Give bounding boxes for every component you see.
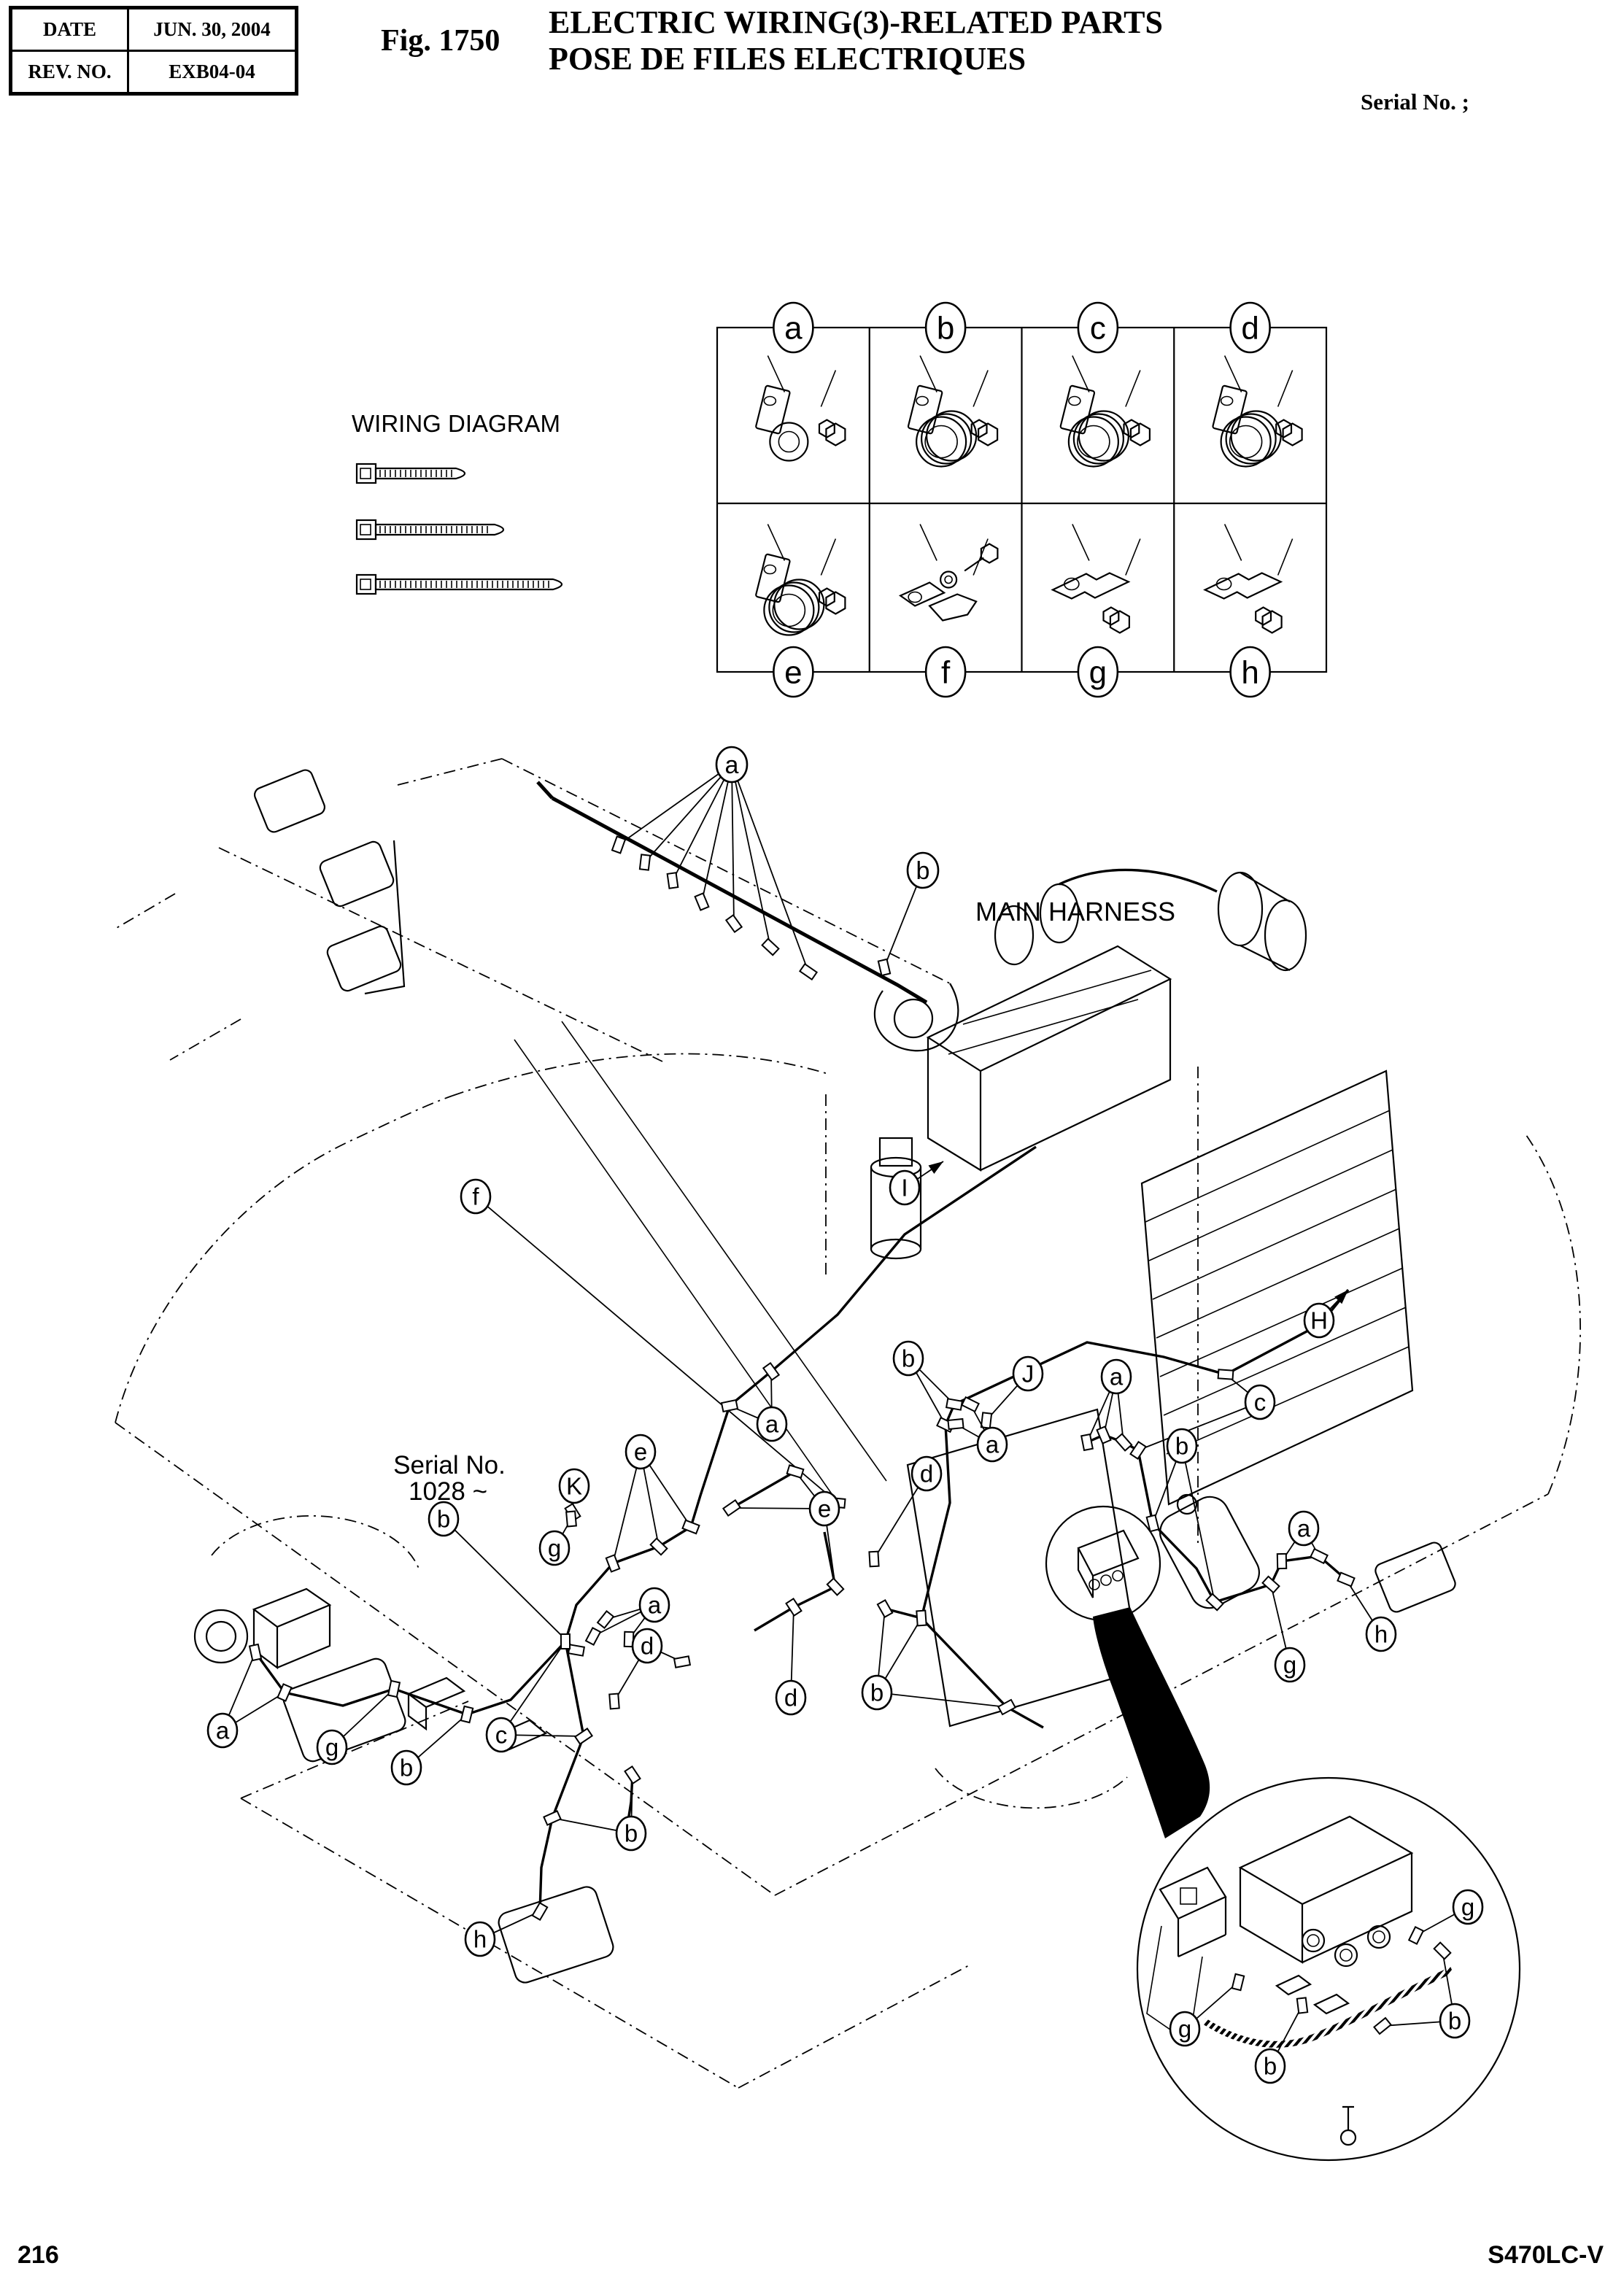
- callout-letter: b: [624, 1819, 638, 1847]
- callout-letter: d: [784, 1684, 798, 1711]
- callout-h: [1231, 647, 1270, 697]
- pclip-clamp-icon: [756, 356, 846, 461]
- callout-letter: b: [399, 1754, 414, 1782]
- clamp-tick: [1218, 1369, 1234, 1379]
- clamp-tick: [962, 1397, 978, 1412]
- clamp-tick: [586, 1628, 600, 1644]
- callout-a: [1081, 1360, 1132, 1450]
- clamp-tick: [609, 1694, 619, 1709]
- clamp-tick: [561, 1634, 570, 1649]
- callout-letter: a: [765, 1410, 779, 1438]
- clamp-tick: [1310, 1549, 1327, 1563]
- callout-letter: b: [1447, 2007, 1462, 2035]
- callout-letter: d: [919, 1460, 934, 1488]
- loop-clamp-icon: [1213, 356, 1302, 467]
- leader-line: [619, 765, 732, 845]
- callout-a: [1277, 1512, 1328, 1568]
- clamp-tick: [1374, 2018, 1391, 2034]
- model-code: S470LC-V: [1488, 2241, 1604, 2269]
- callout-letter: b: [901, 1345, 916, 1372]
- leader-line: [501, 1641, 565, 1735]
- callout-letter: g: [325, 1733, 339, 1761]
- work-light-icon: [325, 924, 403, 993]
- callout-letter: b: [1263, 2052, 1277, 2080]
- clamp-tick: [598, 1611, 614, 1628]
- callout-letter: d: [640, 1632, 654, 1660]
- wiring-diagram-label: WIRING DIAGRAM: [352, 410, 560, 437]
- cable-ties: [357, 464, 562, 594]
- callout-a: [208, 1644, 291, 1747]
- clamp-tick: [640, 854, 650, 870]
- clamp-tick: [1115, 1434, 1132, 1451]
- callout-c: [1078, 303, 1118, 352]
- callout-h: [1337, 1573, 1396, 1651]
- clamp-tick: [1277, 1554, 1286, 1568]
- callout-letter: I: [901, 1174, 908, 1202]
- callout-a: [773, 303, 813, 352]
- callout-letter: a: [724, 751, 739, 779]
- loop-clamp-icon: [756, 525, 846, 635]
- clamp-tick: [1409, 1927, 1423, 1943]
- clamp-tick: [388, 1681, 400, 1697]
- callout-letter: h: [1374, 1620, 1388, 1648]
- clamp-tick: [869, 1552, 878, 1567]
- callout-letter: g: [1178, 2015, 1192, 2043]
- lower-light-icon: [496, 1884, 616, 1985]
- callout-d: [1231, 303, 1270, 352]
- callout-letter: J: [1021, 1360, 1035, 1388]
- clamp-tick: [651, 1539, 668, 1555]
- callout-letter: g: [1089, 654, 1107, 691]
- rev-no-value: EXB04-04: [128, 51, 297, 94]
- loop-clamp-icon: [1060, 356, 1150, 467]
- callout-e: [606, 1435, 700, 1571]
- callout-g: [1078, 647, 1118, 697]
- strap-clamp-icon: [1205, 525, 1293, 633]
- callout-d: [869, 1457, 941, 1566]
- clamp-tick: [544, 1811, 560, 1825]
- callout-b: [878, 853, 938, 975]
- cable-tie-icon: [357, 575, 562, 594]
- callout-g: [540, 1512, 576, 1565]
- callout-g: [1409, 1890, 1482, 1944]
- callout-letter: c: [1253, 1388, 1267, 1416]
- serial-no-header: Serial No. ;: [1361, 89, 1469, 115]
- clamp-tick: [1130, 1442, 1145, 1458]
- leader-line: [1138, 1402, 1260, 1450]
- callout-letter: a: [985, 1431, 999, 1458]
- leader-line: [732, 765, 734, 924]
- leader-line: [732, 765, 770, 947]
- callout-letter: e: [784, 654, 803, 691]
- clamp-tick: [878, 959, 890, 975]
- figure-number: Fig. 1750: [381, 24, 500, 58]
- clamp-tick: [946, 1399, 962, 1409]
- clamp-tick: [674, 1656, 690, 1667]
- figure-title-en: ELECTRIC WIRING(3)-RELATED PARTS: [549, 4, 1163, 40]
- clamp-tick: [1097, 1426, 1111, 1443]
- callout-c: [1130, 1369, 1275, 1458]
- callout-b: [926, 303, 965, 352]
- clamp-tick: [722, 1400, 738, 1412]
- callout-letter: d: [1241, 310, 1259, 347]
- callout-b: [1374, 1943, 1469, 2038]
- clamp-tick: [668, 873, 678, 888]
- callouts: [208, 747, 1482, 2083]
- loop-clamp-icon: [908, 356, 997, 467]
- clamp-tick: [916, 1611, 926, 1626]
- callout-letter: a: [784, 310, 803, 347]
- callout-letter: c: [1089, 310, 1106, 347]
- clamp-tick: [878, 1600, 892, 1617]
- detail-pointer-wedge: [1093, 1607, 1210, 1838]
- clamp-tick: [250, 1644, 261, 1660]
- clamp-tick: [612, 837, 625, 854]
- callout-letter: h: [1241, 654, 1259, 691]
- clamp-tick: [575, 1728, 592, 1744]
- detail-circle-art: [1137, 1778, 1520, 2160]
- callout-letter: e: [633, 1438, 648, 1466]
- callout-letter: a: [215, 1717, 230, 1744]
- clamp-tick: [568, 1644, 584, 1655]
- callout-e: [773, 647, 813, 697]
- serial-note-line1: Serial No.: [393, 1451, 506, 1479]
- clamp-tick: [1297, 1997, 1307, 2013]
- clamp-tick: [762, 939, 779, 955]
- clamp-tick: [726, 915, 741, 932]
- callout-letter: a: [1109, 1363, 1124, 1390]
- callout-letter: b: [916, 856, 930, 885]
- main-harness-label: MAIN HARNESS: [975, 897, 1176, 927]
- figure-title-fr: POSE DE FILES ELECTRIQUES: [549, 41, 1026, 77]
- callout-letter: a: [647, 1591, 662, 1619]
- clamp-tick: [723, 1500, 740, 1515]
- parts-grid: [717, 303, 1326, 697]
- callout-letter: h: [473, 1925, 487, 1953]
- leader-line: [877, 1693, 1007, 1707]
- callout-f: [926, 647, 965, 697]
- callout-b: [894, 1342, 962, 1432]
- machine-line-art: [115, 870, 1580, 2160]
- callout-g: [317, 1681, 400, 1764]
- callout-letter: K: [565, 1472, 583, 1500]
- clamp-tick: [800, 964, 816, 979]
- callout-letter: b: [1175, 1432, 1189, 1460]
- clamp-tick: [625, 1766, 640, 1783]
- callout-a: [722, 1363, 786, 1441]
- clamp-tick: [1337, 1573, 1354, 1587]
- callout-letter: f: [941, 654, 951, 691]
- callout-a: [612, 747, 817, 980]
- arrowhead: [929, 1157, 946, 1174]
- callout-letter: H: [1310, 1307, 1328, 1334]
- callout-letter: e: [817, 1495, 832, 1523]
- clamp-tick: [1081, 1434, 1093, 1450]
- callout-J: [981, 1357, 1043, 1428]
- lbracket-clamp-icon: [900, 525, 997, 621]
- callout-letter: g: [1283, 1651, 1297, 1679]
- callout-letter: g: [1461, 1893, 1475, 1921]
- work-light-icon: [252, 768, 327, 835]
- callout-letter: f: [472, 1183, 479, 1210]
- callout-d: [609, 1629, 690, 1709]
- callout-letter: b: [436, 1505, 451, 1533]
- callout-H: [1304, 1286, 1352, 1337]
- clamp-tick: [786, 1598, 802, 1615]
- clamp-tick: [827, 1579, 843, 1595]
- leader-line: [645, 765, 732, 862]
- clamp-tick: [533, 1903, 547, 1919]
- callout-g: [1263, 1577, 1304, 1682]
- date-label: DATE: [11, 8, 128, 51]
- main-harness-line: [552, 798, 927, 1002]
- callout-letter: b: [936, 310, 955, 347]
- callout-letter: g: [547, 1534, 562, 1562]
- cable-tie-icon: [357, 464, 465, 483]
- date-value: JUN. 30, 2004: [128, 8, 297, 51]
- work-light-icon: [318, 840, 395, 908]
- clamp-tick: [948, 1419, 963, 1429]
- callout-I: [890, 1157, 946, 1204]
- callout-letter: a: [1296, 1515, 1311, 1542]
- clamp-tick: [461, 1706, 473, 1722]
- clamp-tick: [695, 893, 709, 910]
- leader-line: [702, 765, 732, 902]
- clamp-tick: [1434, 1943, 1451, 1960]
- strap-clamp-icon: [1053, 525, 1140, 633]
- boom-line-art: [115, 759, 958, 1061]
- callout-b: [429, 1502, 584, 1656]
- callout-letter: b: [870, 1679, 884, 1706]
- leader-line: [673, 765, 732, 881]
- page-number: 216: [18, 2241, 59, 2269]
- rev-no-label: REV. NO.: [11, 51, 128, 94]
- serial-note-line2: 1028 ~: [408, 1477, 488, 1506]
- clamp-tick: [566, 1512, 576, 1527]
- clamp-tick: [1232, 1974, 1244, 1990]
- clamp-tick: [1263, 1577, 1280, 1593]
- cable-tie-icon: [357, 520, 503, 539]
- callout-letter: c: [495, 1721, 508, 1749]
- rear-light-icon: [1373, 1541, 1457, 1614]
